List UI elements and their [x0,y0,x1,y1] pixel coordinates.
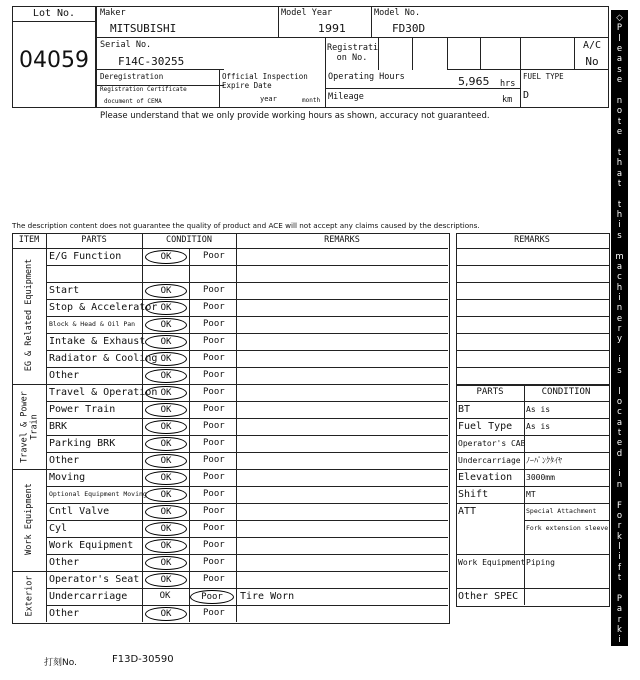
ok-label: OK [159,591,171,601]
poor-label: Poor [203,302,225,312]
part-label: BRK [49,421,68,432]
ok-circled: OK [145,420,187,434]
sidebar-char: a [616,604,623,615]
sidebar-char: t [617,178,622,189]
fuel-type-label: FUEL TYPE [523,72,564,81]
group-label: Travel & Power Train [19,390,39,463]
sidebar-char: l [618,33,621,44]
row-line [456,299,609,300]
ac-label: A/C [582,40,602,51]
spec-part: ATT [458,506,477,517]
poor-label: Poor [203,336,225,346]
spec-part: Undercarriage [458,456,521,465]
sidebar-char: n [616,303,623,314]
spec-condition: MT [526,490,536,499]
sidebar-char: r [617,324,622,335]
spec-condition: Special Attachment [526,507,597,515]
sidebar-char: i [618,220,621,231]
spec-condition: As is [526,422,551,431]
model-no-label: Model No. [374,8,421,18]
sidebar-char: k [617,531,622,542]
poor-label: Poor [203,557,225,567]
spec-condition: Piping [526,558,555,567]
reg-cert-label: Registration Certificate [100,86,187,93]
sidebar-char: s [617,230,622,241]
row-line [456,367,609,368]
fuel-type-value: D [523,90,530,101]
sidebar-char: h [616,210,623,221]
ok-circled: OK [145,369,187,383]
spec-part: BT [458,404,471,415]
part-label: Optional Equipment Moving [49,490,147,498]
sidebar-char: e [616,438,623,449]
row-line [456,350,609,351]
spec-condition: As is [526,405,551,414]
spec-part: Operator's CAB [458,439,526,448]
spec-condition: ﾉｰﾊﾟﾝｸﾀｲﾔ [526,456,562,465]
sidebar-char: ◇ [616,666,623,677]
header-col-remarks: REMARKS [324,235,360,245]
group-label: Work Equipment [24,483,34,555]
ok-circled: OK [145,522,187,536]
spec-condition: 3000mm [526,473,555,482]
ok-circled: OK [145,539,187,553]
ok-circled: OK [145,403,187,417]
part-label: Moving [49,472,86,483]
sidebar-char [611,138,628,147]
spec-condition: Fork extension sleeve [526,524,609,532]
model-year-value: 1991 [318,22,346,35]
sidebar-char: y [616,334,623,345]
sidebar-char: t [617,427,622,438]
ok-circled: OK [145,505,187,519]
lot-label: Lot No. [32,8,76,19]
spec-part: Other SPEC [458,591,519,602]
part-label: Other [49,370,80,381]
sidebar-char [611,460,628,469]
sidebar-char: r [617,614,622,625]
sidebar-char: i [618,469,621,480]
part-label: E/G Function [49,251,122,262]
sidebar-char [611,190,628,199]
spec-parts-header: PARTS [476,387,504,397]
sidebar-char: o [616,511,623,521]
sidebar-char: a [616,54,623,65]
registration-label: Registrati on No. [327,43,379,63]
sidebar-char: c [617,407,622,418]
maker-value: MITSUBISHI [110,22,177,35]
row-line [456,316,609,317]
ok-circled: OK [145,573,187,587]
sidebar-char: c [617,272,622,283]
row-line [456,265,609,266]
ok-circled: OK [145,454,187,468]
poor-label: Poor [203,506,225,516]
mileage-label: Mileage [328,92,364,102]
sidebar-char: m [615,251,624,262]
sidebar-char: e [616,75,623,86]
ok-circled: OK [145,437,187,451]
sidebar-char: a [616,168,623,179]
part-label: Radiator & Cooling [49,353,158,364]
poor-label: Poor [203,319,225,329]
sidebar-char: n [616,95,623,106]
inspection-label: Official Inspection Expire Date [222,72,308,90]
spec-part: Elevation [458,472,513,483]
part-label: Start [49,285,80,296]
sidebar-char: h [616,158,623,169]
sidebar-char: e [616,313,623,324]
notice-hours: Please understand that we only provide working hours as shown, accuracy not guaranteed. [100,111,490,121]
ok-circled: OK [145,607,187,621]
group-label: Exterior [24,575,34,616]
poor-label: Poor [203,472,225,482]
footer-value: F13D-30590 [112,654,174,665]
month-label: month [302,97,321,104]
footer-label: 打刻No. [44,658,77,668]
ok-circled: OK [145,556,187,570]
header-col-item: ITEM [18,235,40,245]
ok-circled: OK [145,335,187,349]
sidebar-char: r [617,521,622,532]
sidebar-char: i [618,293,621,304]
sidebar-char: n [616,479,623,490]
ok-circled: OK [145,352,187,366]
poor-label: Poor [203,574,225,584]
sidebar-char: s [617,365,622,376]
part-label: Intake & Exhaust [49,336,146,347]
notice-desc: The description content does not guarantee the quality of product and ACE will not accept any claims caused by the descriptions. [12,221,480,230]
ok-circled: OK [145,250,187,264]
part-label: Cyl [49,523,68,534]
serial-label: Serial No. [100,40,152,50]
sidebar-char: t [617,147,622,158]
hrs-label: hrs [500,79,516,89]
poor-label: Poor [203,353,225,363]
sidebar-char: ◇ [616,13,623,23]
sidebar-char: i [618,552,621,563]
remark-text: Tire Worn [240,591,295,602]
sidebar-char: n [616,645,623,656]
poor-label: Poor [203,455,225,465]
part-label: Work Equipment [49,540,134,551]
spec-part: Work Equipment [458,558,526,567]
poor-label: Poor [203,285,225,295]
right-remarks-label: REMARKS [514,235,550,245]
sidebar-char [611,86,628,95]
sidebar-char: s [617,64,622,75]
row-line [456,248,609,249]
maker-label: Maker [100,8,126,18]
part-label: Stop & Accelerator [49,302,158,313]
sidebar-char: l [618,386,621,397]
sidebar-char: f [618,562,621,573]
sidebar-char: e [616,44,623,55]
sidebar-char: P [616,23,623,34]
part-label: Other [49,557,80,568]
ok-circled: OK [145,386,187,400]
spec-part: Shift [458,489,489,500]
op-hours-label: Operating Hours [328,72,405,82]
part-label: Other [49,608,80,619]
serial-value: F14C-30255 [118,55,185,68]
sidebar-char: o [616,396,623,407]
remarks-border [456,233,610,386]
poor-label: Poor [203,387,225,397]
sidebar-char [611,377,628,386]
sidebar-char: o [616,106,623,117]
part-label: Undercarriage [49,591,128,602]
poor-label: Poor [203,523,225,533]
op-hours-value: 5,965 [458,75,490,88]
km-label: km [502,95,513,105]
sidebar-char [611,584,628,593]
poor-label: Poor [203,489,225,499]
sidebar-char: k [617,625,622,635]
sidebar-char: i [618,635,621,646]
column-line [142,233,143,622]
group-label: EG & Related Equipment [24,258,34,372]
ac-value: No [585,55,599,68]
sidebar-char: F [617,500,622,511]
part-label: Parking BRK [49,438,116,449]
sidebar-char: l [618,542,621,553]
sidebar-char [611,242,628,251]
lot-value: 04059 [19,48,89,73]
ok-circled: OK [145,284,187,298]
ok-circled: OK [145,318,187,332]
sidebar-char [611,491,628,500]
ok-circled: OK [145,471,187,485]
header-col-condition: CONDITION [165,235,213,245]
sidebar-char: t [617,573,622,584]
poor-label: Poor [203,251,225,261]
poor-label: Poor [203,370,225,380]
row-line [456,333,609,334]
ok-circled: OK [145,301,187,315]
part-label: Other [49,455,80,466]
part-label: Operator's Seat [49,574,140,585]
poor-label: Poor [203,540,225,550]
sidebar-char: h [616,282,623,293]
sidebar-char: a [616,262,623,272]
sidebar-char: i [618,355,621,366]
dereg-label: Deregistration [100,72,164,81]
spec-part: Fuel Type [458,421,513,432]
sidebar-char: g [616,656,623,667]
part-label [49,265,141,282]
sidebar-char: P [616,593,623,604]
year-label: year [260,95,277,103]
poor-label: Poor [203,608,225,618]
sidebar-notice [611,10,628,677]
column-line [236,233,237,622]
sidebar-char: t [617,116,622,127]
spec-condition-header: CONDITION [541,387,591,397]
poor-circled: Poor [190,590,234,604]
part-label: Travel & Operation [49,387,158,398]
part-label: Power Train [49,404,116,415]
part-label: Cntl Valve [49,506,110,517]
poor-label: Poor [203,404,225,414]
row-line [456,282,609,283]
model-no-value: FD30D [392,22,426,35]
header-col-parts: PARTS [81,235,107,245]
poor-label: Poor [203,421,225,431]
sidebar-char: e [616,127,623,137]
column-line [46,233,47,622]
cema-label: document of CEMA [104,98,162,105]
sidebar-char [611,346,628,355]
sidebar-char: t [617,199,622,210]
model-year-label: Model Year [281,8,333,18]
ok-circled: OK [145,488,187,502]
part-label: Block & Head & Oil Pan [49,320,136,328]
poor-label: Poor [203,438,225,448]
sidebar-char: d [616,448,623,459]
sidebar-char: a [616,417,623,428]
